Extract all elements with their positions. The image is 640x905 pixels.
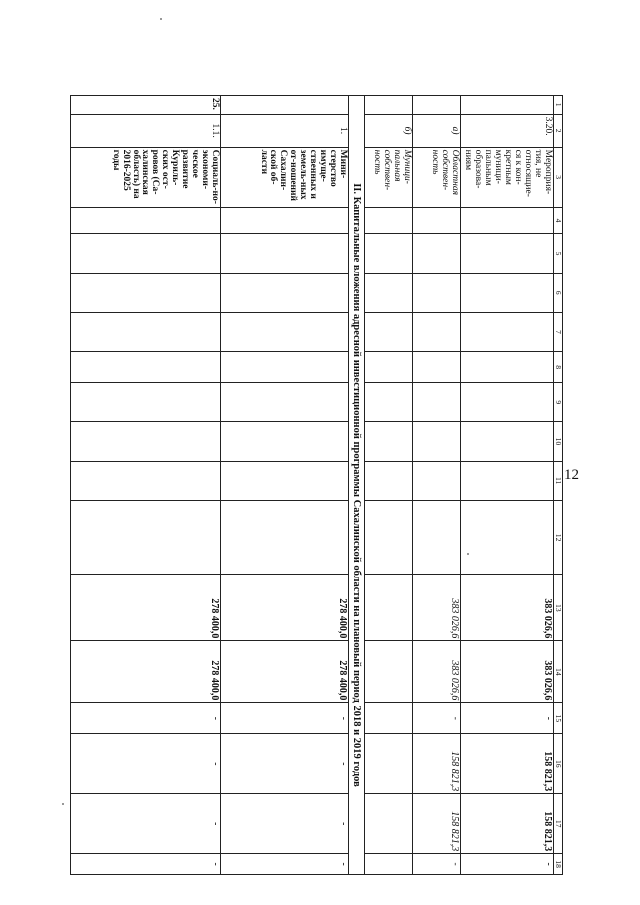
col-num: 8 [554, 352, 563, 383]
col-num: 15 [554, 703, 563, 734]
scan-speck [467, 553, 469, 555]
cell-value: 383 026,6 [413, 641, 461, 703]
row-letter: б) [365, 114, 413, 147]
col-num: 10 [554, 422, 563, 461]
table-row [461, 96, 554, 875]
cell-value: - [221, 734, 349, 794]
cell-value: - [71, 794, 221, 854]
cell-value: - [461, 703, 554, 734]
col-num: 9 [554, 383, 563, 422]
col-num: 7 [554, 312, 563, 351]
col-num: 2 [554, 114, 563, 147]
col-num: 18 [554, 854, 563, 875]
cell-value: 158 821,3 [461, 734, 554, 794]
table-row [365, 96, 413, 875]
cell-value: 278 400,0 [71, 641, 221, 703]
section-row [349, 96, 365, 875]
cell-value: 383 026,6 [461, 575, 554, 641]
cell-value: 158 821,3 [413, 734, 461, 794]
cell-value: 383 026,6 [413, 575, 461, 641]
cell-value: - [221, 794, 349, 854]
cell-value: 278 400,0 [221, 575, 349, 641]
table-row [221, 96, 349, 875]
scan-speck [62, 803, 64, 805]
col-num: 13 [554, 575, 563, 641]
cell-value: 158 821,3 [413, 794, 461, 854]
cell-value: - [221, 854, 349, 875]
cell-value: 383 026,6 [461, 641, 554, 703]
row-name: Мини-стерство имуще-ственных и земель-ных от-ношений Сахалин-ской об-ласти [221, 147, 349, 207]
row-name: Мероприя-тия, не относящие-ся к кон-кретным муници-пальным образова-ниям [461, 147, 554, 207]
cell-value: - [221, 703, 349, 734]
row-number: 25. [71, 96, 221, 115]
rotated-table-wrapper [88, 95, 563, 875]
row-code: 1. [221, 114, 349, 147]
section-title: II. Капитальные вложения адресной инвестиционной программы Сахалинской области на плановый период 2018 и 2019 годов [349, 96, 365, 875]
row-name: Областная собствен-ность [413, 147, 461, 207]
page-number: 12 [564, 467, 579, 483]
table-row [413, 96, 461, 875]
table-row [71, 96, 221, 875]
cell-value: - [413, 854, 461, 875]
col-num: 3 [554, 147, 563, 207]
row-name: Муници-пальная собствен-ность [365, 147, 413, 207]
col-num: 4 [554, 207, 563, 234]
cell-value: - [71, 734, 221, 794]
column-number-row [554, 96, 563, 875]
investment-program-table [70, 95, 563, 875]
col-num: 16 [554, 734, 563, 794]
row-letter: а) [413, 114, 461, 147]
row-code: 1.1. [71, 114, 221, 147]
col-num: 6 [554, 273, 563, 312]
row-code: 3.20. [461, 114, 554, 147]
scan-speck [160, 18, 162, 20]
row-name: Социаль-но-экономи-ческое развитие Куриль-ских ост-ровов (Са-халинская область) на 2016-2025 годы [71, 147, 221, 207]
cell-value: - [71, 854, 221, 875]
col-num: 1 [554, 96, 563, 115]
col-num: 17 [554, 794, 563, 854]
col-num: 5 [554, 234, 563, 273]
cell-value: 278 400,0 [71, 575, 221, 641]
cell-value: - [71, 703, 221, 734]
col-num: 14 [554, 641, 563, 703]
col-num: 11 [554, 461, 563, 500]
cell-value: - [413, 703, 461, 734]
cell-value: 158 821,3 [461, 794, 554, 854]
cell-value: 278 400,0 [221, 641, 349, 703]
cell-value: - [461, 854, 554, 875]
col-num: 12 [554, 500, 563, 574]
